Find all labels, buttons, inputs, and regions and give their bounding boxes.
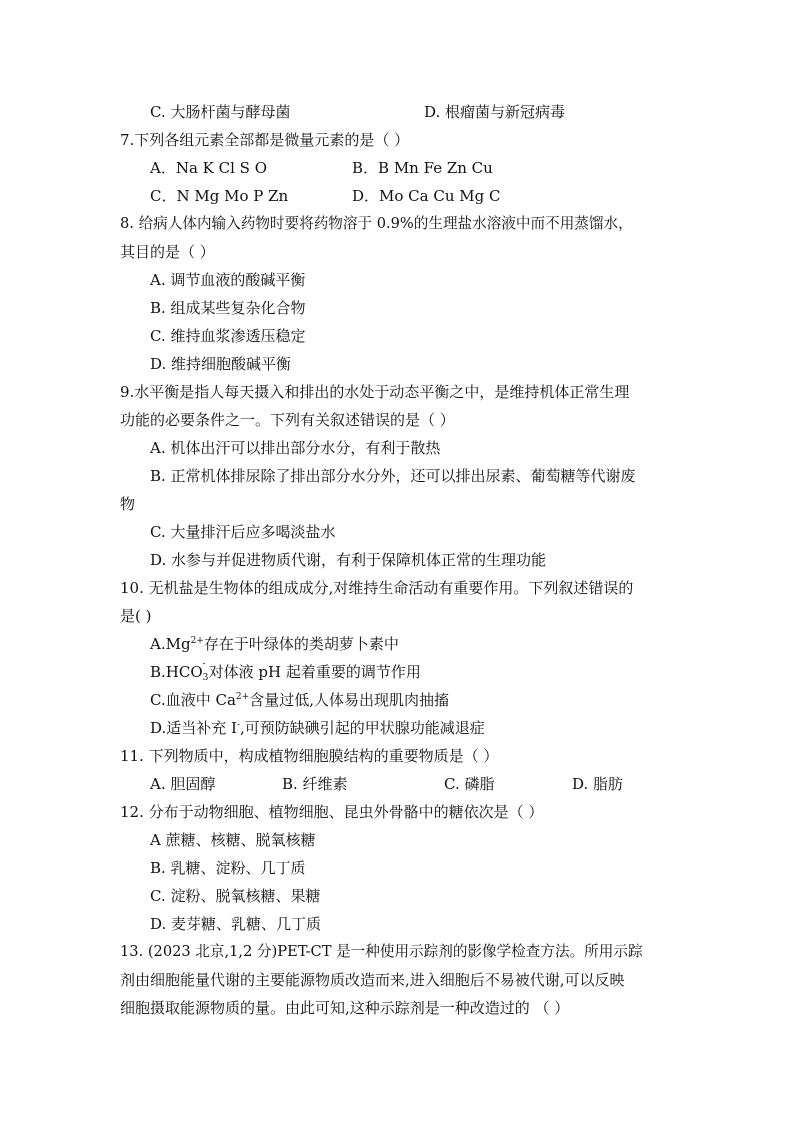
q7-option-c: C．N Mg Mo P Zn (150, 187, 289, 205)
q11-option-d: D. 脂肪 (572, 775, 624, 793)
q9-option-b-line2: 物 (120, 495, 136, 513)
q10-a-prefix: A.Mg (150, 635, 191, 653)
q9-option-a: A. 机体出汗可以排出部分水分，有利于散热 (150, 439, 441, 457)
q10-option-b (150, 659, 421, 683)
q13-stem-line2: 剂由细胞能量代谢的主要能源物质改造而来,进入细胞后不易被代谢,可以反映 (120, 971, 625, 989)
q12-option-d: D. 麦芽糖、乳糖、几丁质 (150, 915, 322, 933)
q10-d-prefix: D.适当补充 I (150, 719, 237, 737)
q8-stem-line1: 8. 给病人体内输入药物时要将药物溶于 0.9%的生理盐水溶液中而不用蒸馏水， (120, 215, 633, 232)
q10-d-sup: - (236, 720, 241, 730)
q8-option-b: B. 组成某些复杂化合物 (150, 299, 306, 317)
q8-option-c: C. 维持血浆渗透压稳定 (150, 327, 306, 345)
q7-option-b: B．B Mn Fe Zn Cu (352, 159, 493, 177)
q13-stem-line1: 13. (2023 北京,1,2 分)PET-CT 是一种使用示踪剂的影像学检查方法。所用示踪 (120, 943, 643, 960)
q10-b-sup: - (202, 659, 206, 669)
q10-a-text: 存在于叶绿体的类胡萝卜素中 (203, 635, 399, 653)
q10-a-sup: 2+ (190, 636, 204, 646)
q10-option-d (150, 718, 485, 738)
q11-option-b: B. 纤维素 (282, 775, 348, 793)
q9-stem-line2: 功能的必要条件之一。下列有关叙述错误的是（ ） (120, 411, 455, 429)
q7-stem: 7.下列各组元素全部都是微量元素的是（ ） (120, 131, 410, 149)
q10-stem-line1: 10. 无机盐是生物体的组成成分,对维持生命活动有重要作用。下列叙述错误的 (120, 579, 634, 597)
q11-stem: 11. 下列物质中，构成植物细胞膜结构的重要物质是（ ） (120, 747, 499, 765)
q8-option-d: D. 维持细胞酸碱平衡 (150, 355, 292, 373)
q10-option-c (150, 690, 449, 710)
q12-option-c: C. 淀粉、脱氧核糖、果糖 (150, 887, 321, 905)
q9-option-b-line1: B. 正常机体排尿除了排出部分水分外，还可以排出尿素、葡萄糖等代谢废 (150, 467, 636, 485)
q12-option-b: B. 乳糖、淀粉、几丁质 (150, 859, 306, 877)
q9-stem-line1: 9.水平衡是指人每天摄入和排出的水处于动态平衡之中，是维持机体正常生理 (120, 383, 630, 401)
q10-d-text: ,可预防缺碘引起的甲状腺功能减退症 (240, 719, 485, 737)
q8-stem-line2: 其目的是（ ） (120, 243, 215, 261)
q10-option-a (150, 634, 399, 654)
q10-c-sup: 2+ (235, 692, 250, 702)
q8-option-a: A. 调节血液的酸碱平衡 (150, 271, 306, 289)
q7-option-a: A．Na K Cl S O (150, 159, 268, 177)
q10-c-text: 含量过低,人体易出现肌肉抽搐 (249, 691, 449, 709)
q9-option-c: C. 大量排汗后应多喝淡盐水 (150, 523, 336, 541)
q10-c-prefix: C.血液中 Ca (150, 691, 236, 709)
q10-stem-line2: 是( ) (120, 607, 152, 625)
q7-option-d: D．Mo Ca Cu Mg C (352, 187, 501, 205)
q12-option-a: A 蔗糖、核糖、脱氧核糖 (150, 831, 316, 849)
q10-b-text: 对体液 pH 起着重要的调节作用 (208, 663, 421, 681)
q9-option-d: D. 水参与并促进物质代谢，有利于保障机体正常的生理功能 (150, 551, 547, 569)
q11-option-a: A. 胆固醇 (150, 775, 216, 793)
q13-stem-line3: 细胞摄取能源物质的量。由此可知,这种示踪剂是一种改造过的 （ ） (120, 999, 570, 1017)
q12-stem: 12. 分布于动物细胞、植物细胞、昆虫外骨骼中的糖依次是（ ） (120, 803, 544, 821)
q11-option-c: C. 磷脂 (444, 775, 495, 793)
q10-b-sub: 3 (202, 673, 209, 683)
q6-option-d: D. 根瘤菌与新冠病毒 (424, 103, 566, 121)
q10-b-prefix: B.HCO (150, 663, 203, 681)
q6-option-c: C. 大肠杆菌与酵母菌 (150, 103, 291, 121)
